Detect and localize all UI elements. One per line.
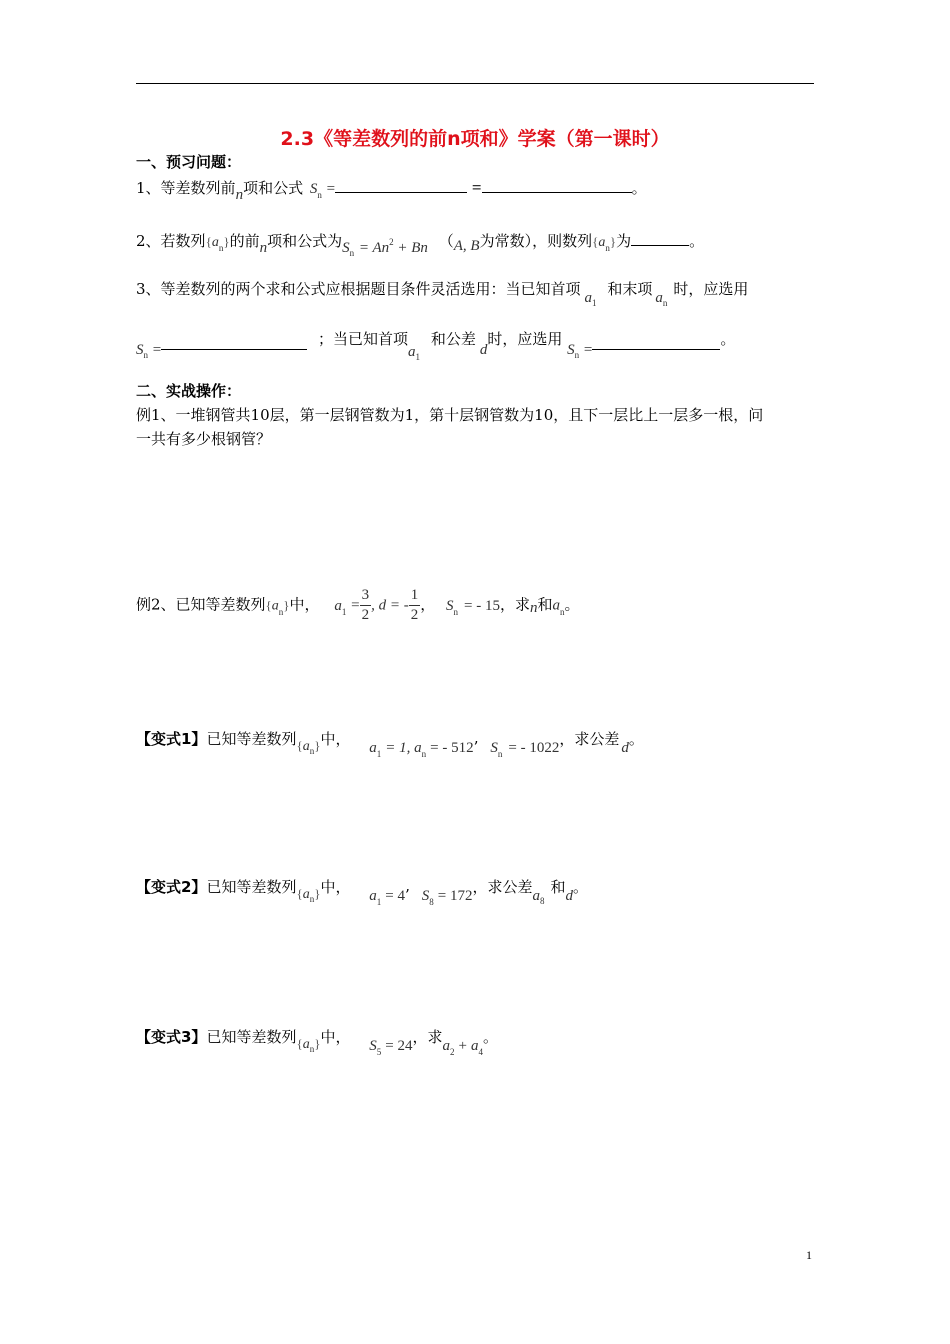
var3-a2: a bbox=[442, 1038, 450, 1054]
question-3-line2 bbox=[136, 328, 736, 362]
q1-n: n bbox=[235, 187, 244, 203]
var1-text3: ，求公差 bbox=[559, 730, 620, 748]
ex2-a1-sub: 1 bbox=[341, 606, 347, 617]
q3-S-sub-2: n bbox=[574, 350, 580, 360]
q3-S-2: S bbox=[567, 342, 575, 358]
example-1-line2: 一共有多少根钢管？ bbox=[136, 430, 272, 448]
brace-left-v2: { bbox=[296, 886, 303, 901]
q2-text4: 为常数），则数列 bbox=[479, 232, 593, 250]
var2-a8: a bbox=[532, 888, 540, 904]
var2-text4: 和 bbox=[550, 878, 566, 896]
q2-text2: 的前 bbox=[229, 232, 260, 250]
ex2-frac2-den: 2 bbox=[410, 607, 419, 623]
question-3-line1 bbox=[136, 278, 749, 308]
q1-text2: 项和公式 bbox=[243, 179, 304, 197]
var2-a1-value: = 4 bbox=[385, 888, 405, 904]
q2-S: S bbox=[342, 240, 350, 256]
q3-end: 。 bbox=[720, 330, 736, 348]
q2-paren: （ bbox=[438, 232, 454, 250]
q3-eq-2: = bbox=[583, 342, 593, 358]
q2-n: n bbox=[259, 240, 268, 256]
brace-right-2: } bbox=[609, 234, 617, 249]
q2-end: 。 bbox=[689, 232, 705, 250]
q3-text-when: 时，应选用 bbox=[673, 280, 749, 298]
brace-left-ex2: { bbox=[265, 597, 272, 613]
var1-S-value: = - 1022 bbox=[508, 740, 560, 756]
var3-a-sub: n bbox=[309, 1044, 315, 1054]
var2-S-sub: 8 bbox=[429, 897, 434, 907]
q1-number: 1、 bbox=[136, 179, 161, 197]
question-2 bbox=[136, 230, 705, 258]
q2-blank[interactable] bbox=[631, 233, 689, 246]
ex2-frac2-num: 1 bbox=[409, 586, 421, 606]
q1-S: S bbox=[309, 181, 318, 197]
ex2-text2: 中， bbox=[289, 595, 320, 614]
var1-an-value: = - 512 bbox=[430, 740, 474, 756]
ex2-S-value: = - 15 bbox=[464, 597, 500, 614]
var1-a-sub: n bbox=[309, 746, 315, 756]
q2-text: 若数列 bbox=[160, 232, 206, 250]
var1-a1-sub: 1 bbox=[376, 749, 382, 759]
var2-comma: ’ bbox=[404, 886, 410, 904]
brace-right: } bbox=[223, 234, 230, 249]
var2-S: S bbox=[421, 888, 430, 904]
var1-an-sub: n bbox=[421, 749, 427, 759]
brace-right-v1: } bbox=[314, 738, 321, 753]
q2-formula: = An bbox=[358, 240, 390, 256]
q3-a1-sub: 1 bbox=[592, 298, 597, 308]
var3-expression bbox=[369, 1036, 413, 1057]
q3-text-mid: ；当已知首项 bbox=[318, 330, 409, 348]
var1-end: 。 bbox=[628, 730, 644, 748]
var3-label: 【变式3】 bbox=[136, 1028, 207, 1046]
header-rule bbox=[136, 83, 814, 84]
var3-S-sub: 5 bbox=[376, 1047, 382, 1057]
brace-right-v3: } bbox=[314, 1036, 321, 1051]
q3-a1-sub-2: 1 bbox=[415, 352, 421, 362]
var3-sum bbox=[442, 1036, 483, 1057]
var3-plus: + bbox=[458, 1038, 467, 1054]
q3-an: a bbox=[655, 290, 663, 306]
q3-S: S bbox=[136, 342, 144, 358]
q2-formula2: + Bn bbox=[393, 240, 428, 256]
var3-end: 。 bbox=[482, 1028, 498, 1046]
var3-text: 已知等差数列 bbox=[206, 1028, 297, 1046]
ex2-comma: ， bbox=[420, 595, 436, 614]
ex2-S-sub: n bbox=[453, 606, 459, 617]
var3-text2: 中， bbox=[320, 1028, 351, 1046]
var3-a4: a bbox=[470, 1038, 479, 1054]
ex2-fraction-2 bbox=[409, 586, 421, 625]
q3-text: 3、等差数列的两个求和公式应根据题目条件灵活选用：当已知首项 bbox=[136, 280, 581, 298]
q3-blank-2[interactable] bbox=[592, 337, 720, 350]
q3-an-sub: n bbox=[662, 298, 668, 308]
var1-a: a bbox=[302, 739, 310, 754]
var2-d: d bbox=[565, 888, 573, 904]
example-2 bbox=[136, 586, 580, 625]
var2-a1-sub: 1 bbox=[376, 897, 382, 907]
section-2-heading: 二、实战操作： bbox=[136, 382, 242, 400]
var2-text2: 中， bbox=[320, 878, 351, 896]
q2-square: 2 bbox=[389, 237, 394, 247]
var2-label: 【变式2】 bbox=[136, 878, 207, 896]
var1-label: 【变式1】 bbox=[136, 730, 207, 748]
ex2-n: n bbox=[530, 599, 538, 616]
var2-end: 。 bbox=[573, 878, 589, 896]
var2-a1: a bbox=[369, 888, 377, 904]
brace-left: { bbox=[205, 234, 212, 249]
q2-text5: 为 bbox=[616, 232, 632, 250]
ex2-text: 例2、已知等差数列 bbox=[136, 595, 266, 614]
q2-S-sub: n bbox=[349, 248, 355, 258]
var1-comma: ’ bbox=[473, 738, 479, 756]
var1-S: S bbox=[490, 740, 498, 756]
variant-2 bbox=[136, 876, 589, 907]
q1-eq: = bbox=[326, 181, 336, 197]
q3-text-d: 和公差 bbox=[430, 330, 476, 348]
var3-S: S bbox=[369, 1038, 377, 1054]
q3-d: d bbox=[479, 342, 488, 358]
var2-a8-sub: 8 bbox=[539, 896, 545, 906]
q2-number: 2、 bbox=[136, 232, 161, 250]
section-1-heading: 一、预习问题： bbox=[136, 153, 242, 171]
var2-a: a bbox=[302, 887, 310, 902]
q3-text-and: 和末项 bbox=[607, 280, 653, 298]
q1-S-sub: n bbox=[317, 190, 322, 200]
q1-blank-2[interactable] bbox=[482, 180, 632, 193]
ex2-d: , d = - bbox=[371, 597, 409, 614]
var1-text2: 中， bbox=[320, 730, 351, 748]
ex2-text4: 和 bbox=[537, 595, 553, 614]
var1-expression bbox=[369, 738, 560, 759]
ex2-frac1-den: 2 bbox=[361, 607, 370, 623]
example-1-line1: 例1、一堆钢管共10层，第一层钢管数为1，第十层钢管数为10，且下一层比上一层多一根，问 bbox=[136, 406, 764, 424]
question-1 bbox=[136, 177, 647, 203]
ex2-S: S bbox=[446, 597, 454, 614]
ex2-text3: ，求 bbox=[499, 595, 530, 614]
brace-left-v3: { bbox=[296, 1036, 303, 1051]
q3-a1: a bbox=[584, 290, 593, 306]
q2-AB: A, B bbox=[453, 238, 480, 254]
brace-right-ex2: } bbox=[283, 597, 290, 613]
q3-S-sub: n bbox=[143, 350, 148, 360]
ex2-frac1-num: 3 bbox=[360, 586, 372, 606]
var1-a1: a bbox=[369, 740, 377, 756]
q3-text-when2: 时，应选用 bbox=[487, 330, 563, 348]
q2-a-sub: n bbox=[218, 243, 224, 253]
variant-3 bbox=[136, 1026, 498, 1057]
q2-a-sub-2: n bbox=[605, 243, 610, 253]
ex2-end: 。 bbox=[564, 595, 580, 614]
var2-a-sub: n bbox=[309, 894, 315, 904]
var1-an: = 1, a bbox=[385, 740, 422, 756]
page-number: 1 bbox=[806, 1248, 812, 1262]
q2-text3: 项和公式为 bbox=[267, 232, 343, 250]
var3-a2-sub: 2 bbox=[449, 1047, 455, 1057]
var2-S-value: = 172 bbox=[437, 888, 473, 904]
var2-expression bbox=[369, 886, 473, 907]
variant-1 bbox=[136, 728, 644, 759]
ex2-an: a bbox=[552, 597, 561, 614]
var2-text3: ，求公差 bbox=[472, 878, 533, 896]
q2-a: a bbox=[211, 235, 219, 250]
ex2-a: a bbox=[271, 598, 279, 614]
brace-left-v1: { bbox=[296, 738, 303, 753]
ex2-a1: a bbox=[334, 597, 342, 614]
q1-blank-1[interactable] bbox=[335, 180, 467, 193]
ex2-eq: = bbox=[351, 597, 360, 614]
q2-a-2: a bbox=[598, 235, 606, 250]
q1-text: 等差数列前 bbox=[160, 179, 236, 197]
ex2-a-sub: n bbox=[278, 606, 284, 617]
brace-left-2: { bbox=[592, 234, 599, 249]
brace-right-v2: } bbox=[314, 886, 321, 901]
var1-S-sub: n bbox=[497, 749, 503, 759]
q3-blank-1[interactable] bbox=[161, 337, 307, 350]
page-title: 2.3《等差数列的前n项和》学案（第一课时） bbox=[280, 128, 670, 150]
var1-d: d bbox=[621, 740, 629, 756]
var3-a4-sub: 4 bbox=[478, 1047, 483, 1057]
q3-a1-2: a bbox=[408, 344, 416, 360]
q1-eq2: = bbox=[471, 178, 482, 197]
var3-text3: ，求 bbox=[412, 1028, 443, 1046]
q3-eq: = bbox=[152, 342, 162, 358]
var2-text: 已知等差数列 bbox=[206, 878, 297, 896]
q1-end: 。 bbox=[631, 179, 647, 197]
ex2-fraction-1 bbox=[360, 586, 372, 625]
var3-a: a bbox=[302, 1037, 310, 1052]
var3-S-value: = 24 bbox=[385, 1038, 413, 1054]
var1-text: 已知等差数列 bbox=[206, 730, 297, 748]
ex2-an-sub: n bbox=[560, 606, 565, 617]
